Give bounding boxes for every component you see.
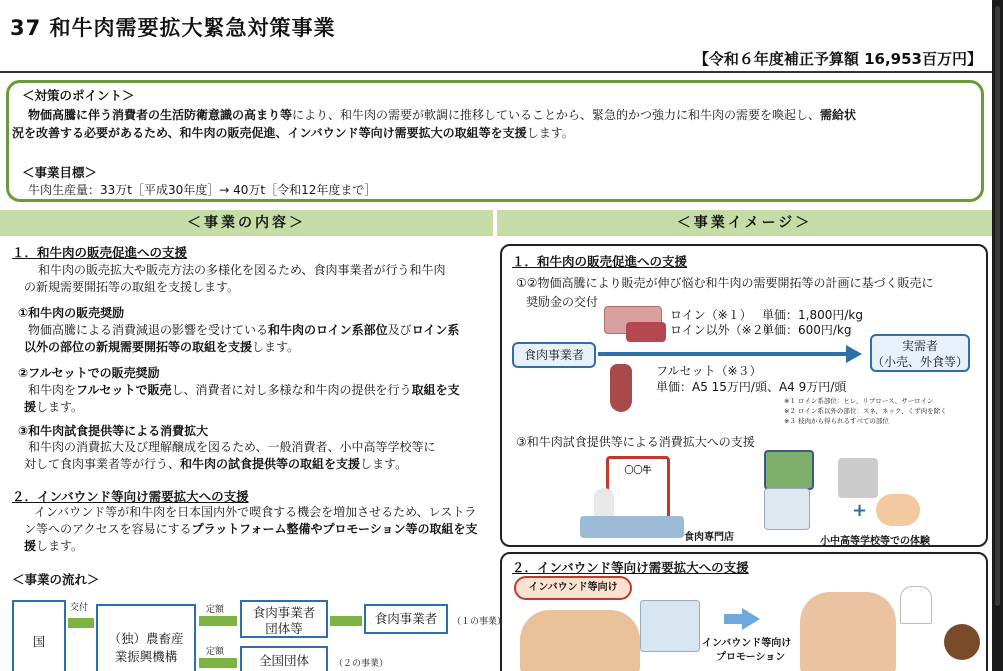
school-screen-image — [764, 450, 814, 490]
left-s1b-title: ②フルセットでの販売奨励 — [18, 366, 160, 380]
flow-arrow-1 — [68, 618, 94, 628]
tourists-image — [520, 610, 640, 671]
tourists-phone-image — [640, 600, 700, 652]
right-b2-title: ２．インバウンド等向け需要拡大への支援 — [512, 560, 749, 575]
fullset-label: フルセット（※３） — [656, 364, 762, 378]
flow-arrow-3 — [330, 616, 362, 626]
flow-meat-biz-count: （１の事業） — [452, 617, 507, 627]
school-caption: 小中高等学校等での体験 — [820, 536, 930, 547]
note-2: ※２ ロイン系以外の部位：スネ、ネック、くず肉を除く — [784, 407, 947, 415]
right-b1-line-2: 奨励金の交付 — [526, 295, 599, 309]
sales-arrow-head — [846, 345, 862, 363]
title-rule — [0, 71, 992, 73]
flow-arrow-4 — [199, 658, 237, 668]
note-1: ※１ ロイン系部位：ヒレ、リブロース、サーロイン — [784, 397, 934, 405]
flow-title: ＜事業の流れ＞ — [12, 572, 100, 587]
left-s2-title: ２．インバウンド等向け需要拡大への支援 — [12, 489, 249, 504]
page-title: 37 和牛肉需要拡大緊急対策事業 — [10, 16, 336, 40]
loin-label: ロイン（※１） — [670, 308, 752, 322]
promo-arrow-shaft — [724, 614, 744, 624]
left-s1b-line-2: 援します。 — [24, 400, 84, 414]
left-s1-line-1: 和牛肉の販売拡大や販売方法の多様化を図るため、食肉事業者が行う和牛肉 — [38, 263, 446, 277]
staff-figure — [594, 488, 614, 518]
right-b1-title: １．和牛肉の販売促進への支援 — [512, 254, 688, 269]
flow-grant-label: 交付 — [70, 603, 89, 613]
nonloin-label: ロイン以外（※２） — [670, 323, 776, 337]
left-s2-line-3: 援します。 — [24, 539, 84, 553]
chef-figure — [876, 494, 920, 526]
note-3: ※３ 枝肉から得られるすべての部位 — [784, 417, 889, 425]
left-s1-title: １．和牛肉の販売促進への支援 — [12, 245, 188, 260]
sales-arrow-shaft — [598, 352, 848, 356]
left-s1a-line-1: 物価高騰による消費減退の影響を受けている和牛肉のロイン系部位及びロイン系 — [28, 323, 460, 337]
points-line-1: 物価高騰に伴う消費者の生活防衛意識の高まり等により、和牛肉の需要が軟調に推移していることから、緊急的かつ強力に和牛肉の需要を喚起し、需給状 — [28, 108, 857, 122]
flow-meat-group-box: 食肉事業者 団体等 — [240, 600, 328, 638]
left-s2-line-1: インバウンド等が和牛肉を日本国内外で喫食する機会を増加させるため、レストラ — [34, 505, 477, 519]
plus-icon: + — [852, 500, 868, 521]
left-s1a-line-2: 以外の部位の新規需要開拓等の取組を支援します。 — [24, 340, 300, 354]
flow-country-box: 国 — [12, 600, 66, 671]
flow-fixed-label-1: 定額 — [206, 605, 225, 615]
left-s1a-title: ①和牛肉の販売奨励 — [18, 306, 125, 320]
loin-price: 単価：1,800円/kg — [762, 308, 863, 322]
meat-business-box: 食肉事業者 — [512, 342, 596, 368]
left-s1b-line-1: 和牛肉をフルセットで販売し、消費者に対し多様な和牛肉の提供を行う取組を支 — [28, 383, 460, 397]
nonloin-meat-image — [626, 322, 666, 342]
left-s1c-line-2: 対して食肉事業者等が行う、和牛肉の試食提供等の取組を支援します。 — [24, 457, 408, 471]
shop-caption: 食肉専門店 — [684, 532, 734, 543]
flow-meat-biz-box: 食肉事業者 — [364, 604, 448, 634]
school-building-image — [838, 458, 878, 498]
flow-fixed-label-2: 定額 — [206, 647, 225, 657]
flow-national-box: 全国団体 — [240, 646, 328, 671]
shop-counter-image — [580, 516, 684, 538]
students-image — [764, 488, 810, 530]
goal-heading: ＜事業目標＞ — [22, 165, 98, 180]
inbound-bubble: インバウンド等向け — [514, 576, 632, 600]
right-b1-line-1: ①②物価高騰により販売が伸び悩む和牛肉の需要開拓等の計画に基づく販売に — [516, 276, 934, 290]
flow-arrow-2 — [199, 616, 237, 626]
right-b1c-title: ③和牛肉試食提供等による消費拡大への支援 — [516, 435, 755, 449]
buyer-box: 実需者 （小売、外食等） — [870, 334, 970, 372]
scrollbar-thumb[interactable] — [995, 6, 1000, 606]
nonloin-price: 単価：600円/kg — [762, 323, 852, 337]
left-s1c-title: ③和牛肉試食提供等による消費拡大 — [18, 424, 209, 438]
goal-text: 牛肉生産量：33万t［平成30年度］→ 40万t［令和12年度まで］ — [28, 183, 377, 197]
right-section-header: ＜事業イメージ＞ — [497, 210, 992, 236]
budget-amount: 【令和６年度補正予算額 16,953百万円】 — [693, 50, 982, 68]
chef-hat-image — [900, 586, 932, 624]
left-s1c-line-1: 和牛肉の消費拡大及び理解醸成を図るため、一般消費者、小中高等学校等に — [28, 440, 436, 454]
promo-arrow-head — [742, 608, 760, 630]
flow-org-box: （独）農畜産 業振興機構 — [96, 604, 196, 671]
left-s1-line-2: の新規需要開拓等の取組を支援します。 — [24, 280, 240, 294]
flow-national-count: （２の事業） — [334, 659, 389, 669]
promo-line-2: プロモーション — [716, 652, 786, 663]
carcass-image — [610, 364, 632, 412]
steak-dish-image — [944, 624, 980, 660]
points-heading: ＜対策のポイント＞ — [22, 88, 135, 103]
shop-sign-image: 〇〇牛 — [606, 456, 670, 526]
fullset-price: 単価：A5 15万円/頭、A4 9万円/頭 — [656, 380, 847, 394]
promo-line-1: インバウンド等向け — [702, 638, 792, 649]
diners-image — [800, 592, 896, 671]
left-section-header: ＜事業の内容＞ — [0, 210, 493, 236]
left-s2-line-2: ン等へのアクセスを容易にするプラットフォーム整備やプロモーション等の取組を支 — [24, 522, 478, 536]
points-line-2: 況を改善する必要があるため、和牛肉の販売促進、インバウンド等向け需要拡大の取組等を支援します。 — [12, 126, 574, 140]
